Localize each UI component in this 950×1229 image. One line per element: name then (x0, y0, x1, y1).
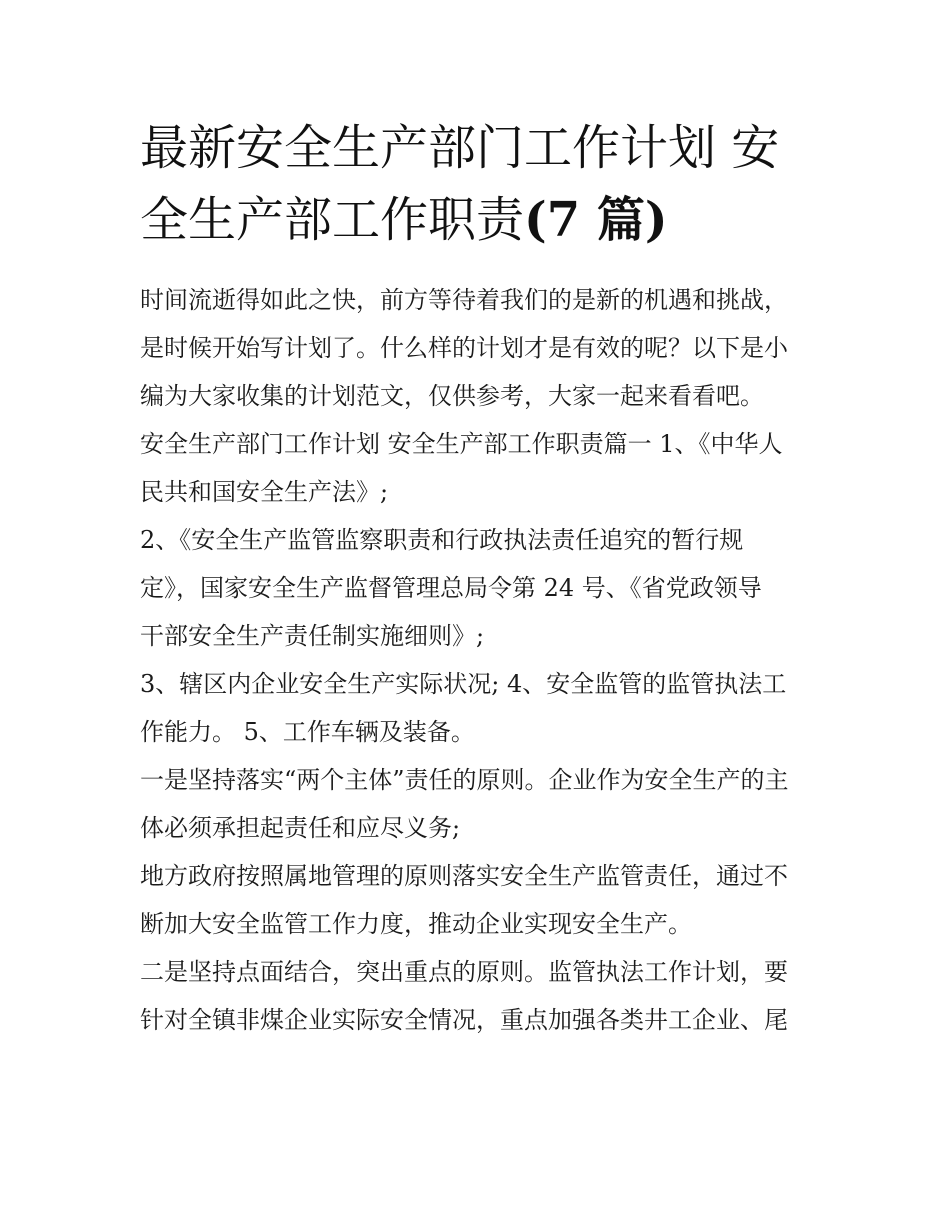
body-line: 干部安全生产责任制实施细则》; (140, 622, 485, 650)
document-body (140, 276, 815, 1044)
body-line: 断加大安全监管工作力度，推动企业实现安全生产。 (140, 910, 692, 938)
body-line: 针对全镇非煤企业实际安全情况，重点加强各类井工企业、尾 (140, 1006, 788, 1034)
body-line: 民共和国安全生产法》; (140, 478, 389, 506)
body-line: 定》，国家安全生产监督管理总局令第 24 号、《省党政领导 (140, 574, 762, 602)
body-line: 体必须承担起责任和应尽义务; (140, 814, 461, 842)
title-suffix-text: (7 篇) (524, 192, 668, 248)
body-line: 是时候开始写计划了。什么样的计划才是有效的呢？以下是小 (140, 334, 788, 362)
body-line: 地方政府按照属地管理的原则落实安全生产监管责任，通过不 (140, 862, 788, 890)
body-line: 编为大家收集的计划范文，仅供参考，大家一起来看看吧。 (140, 382, 764, 410)
title-main-text: 最新安全生产部门工作计划 安全生产部工作职责 (140, 120, 780, 248)
body-line: 作能力。 5、工作车辆及装备。 (140, 718, 475, 746)
document-title (140, 112, 820, 256)
body-line: 3、辖区内企业安全生产实际状况; 4、安全监管的监管执法工 (140, 670, 787, 698)
body-line: 二是坚持点面结合，突出重点的原则。监管执法工作计划，要 (140, 958, 788, 986)
body-line: 时间流逝得如此之快，前方等待着我们的是新的机遇和挑战， (140, 286, 788, 314)
body-line: 安全生产部门工作计划 安全生产部工作职责篇一 1、《中华人 (140, 430, 783, 458)
body-line: 2、《安全生产监管监察职责和行政执法责任追究的暂行规 (140, 526, 744, 554)
body-line: 一是坚持落实“两个主体”责任的原则。企业作为安全生产的主 (140, 766, 789, 794)
